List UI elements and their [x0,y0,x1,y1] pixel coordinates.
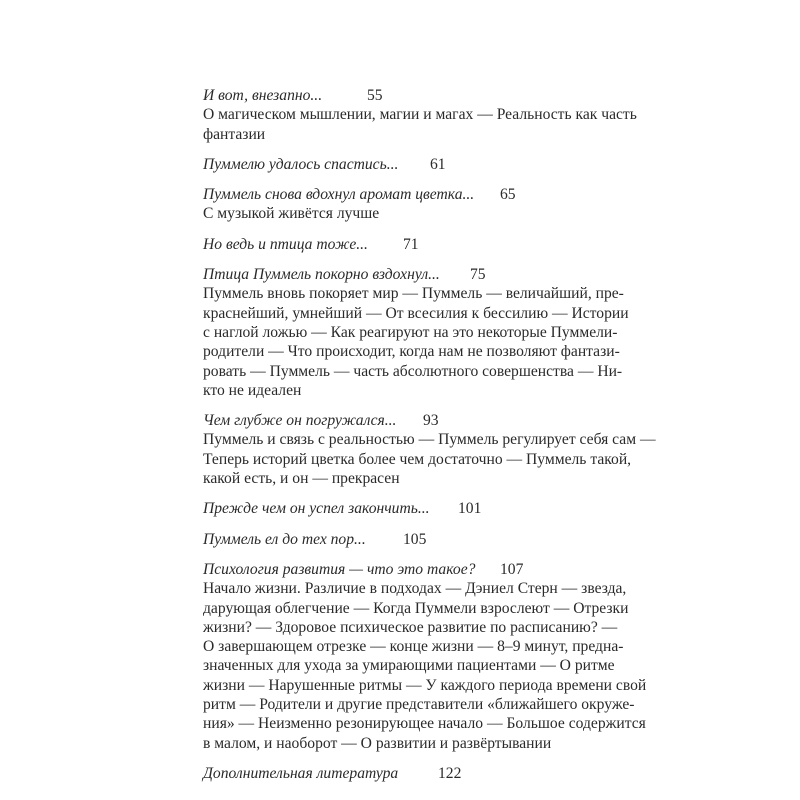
toc-entry-description-line: жизни — Нарушенные ритмы — У каждого периода времени свой [203,676,647,694]
toc-entry [203,235,598,254]
toc-entry-description-line: ния» — Неизменно резонирующее начало — Большое содержится [203,715,646,733]
toc-entry [203,560,647,753]
toc-entry-title [203,155,598,174]
toc-entry-description-line: фантазии [203,125,266,143]
toc-entry-description-line: ритм — Родители и другие представители «ближайшего окруже- [203,696,635,714]
toc-entry-description-line: Начало жизни. Различие в подходах — Дэниел Стерн — звезда, [203,580,627,598]
toc-page-number: 55 [367,87,383,104]
toc-entry-description-line: С музыкой живётся лучше [203,205,380,223]
toc-page-number: 93 [423,412,439,430]
toc-entry-title [203,411,598,430]
toc-entry-title [203,185,598,204]
toc-page-number: 65 [500,186,516,204]
toc-entry-description-line: с наглой ложью — Как реагируют на это некоторые Пуммели- [203,323,618,341]
toc-entry [203,86,637,144]
toc-entry-title [203,86,598,105]
toc-entry [203,499,598,518]
toc-title-text: Пуммелю удалось спастись... [203,155,399,173]
toc-entry-title [203,764,598,783]
toc-entry-description-line: Теперь историй цветка более чем достаточно — Пуммель такой, [203,450,632,468]
toc-entry [203,185,598,224]
toc-entry-title [203,265,598,284]
toc-entry-description-line: дарующая облегчение — Когда Пуммели взрослеют — Отрезки [203,599,629,617]
toc-entry-title [203,560,598,579]
toc-entry-description-line: кто не идеален [203,381,302,399]
toc-page-number: 61 [430,155,446,173]
toc-page-number: 107 [500,560,524,578]
toc-entry-description-line: краснейший, умнейший — От всесилия к бессилию — Истории [203,304,629,322]
toc-entry-title [203,235,598,254]
toc-entry [203,155,598,174]
table-of-contents [203,86,656,794]
toc-page-number: 122 [438,764,462,782]
toc-entry-description-line: О завершающем отрезке — конце жизни — 8–9 минут, предна- [203,638,624,656]
toc-entry-description-line: Пуммель вновь покоряет мир — Пуммель — величайший, пре- [203,285,624,303]
toc-entry-description-line: ровать — Пуммель — часть абсолютного совершенства — Ни- [203,362,623,380]
toc-page-number: 105 [403,530,427,548]
toc-entry-description-line: жизни? — Здоровое психическое развитие по расписанию? — [203,618,618,636]
toc-title-text: Птица Пуммель покорно вздохнул... [203,266,440,284]
toc-title-text: И вот, внезапно... [203,87,323,104]
toc-entry [203,265,629,400]
toc-title-text: Дополнительная литература [203,764,399,782]
toc-entry-description-line: Пуммель и связь с реальностью — Пуммель регулирует себя сам — [203,431,656,449]
toc-entry-title [203,530,598,549]
toc-entry [203,411,656,488]
toc-entry-description-line: в малом, и наоборот — О развитии и развёртывании [203,734,552,752]
toc-entry-description-line: какой есть, и он — прекрасен [203,470,400,488]
toc-page-number: 101 [458,500,482,518]
toc-title-text: Психология развития — что это такое? [203,560,476,578]
toc-title-text: Пуммель ел до тех пор... [203,530,366,548]
toc-page-number: 75 [470,266,486,284]
toc-page-number: 71 [403,235,419,253]
toc-title-text: Пуммель снова вдохнул аромат цветка... [203,186,475,204]
toc-entry-description-line: родители — Что происходит, когда нам не позволяют фантази- [203,343,620,361]
toc-entry-description-line: значенных для ухода за умирающими пациентами — О ритме [203,657,615,675]
toc-title-text: Чем глубже он погружался... [203,412,397,430]
toc-entry-title [203,499,598,518]
toc-title-text: Прежде чем он успел закончить... [203,500,430,518]
toc-entry [203,764,598,783]
toc-entry-description-line: О магическом мышлении, магии и магах — Реальность как часть [203,106,637,124]
toc-title-text: Но ведь и птица тоже... [203,235,368,253]
toc-entry [203,530,598,549]
